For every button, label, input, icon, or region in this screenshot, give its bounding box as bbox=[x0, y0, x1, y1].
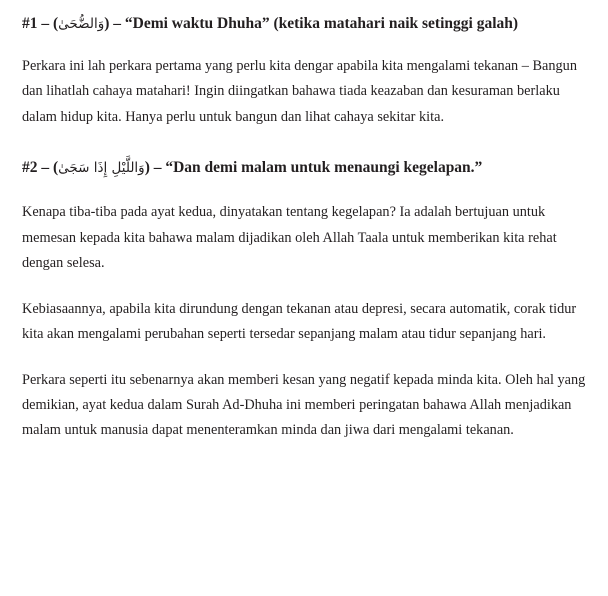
verse-heading-1 bbox=[22, 12, 586, 36]
verse-heading-2 bbox=[22, 156, 586, 180]
arabic-verse-2: وَاللَّيْلِ إِذَا سَجَىٰ bbox=[58, 160, 145, 177]
verse-number-prefix-2: #2 – ( bbox=[22, 159, 59, 177]
paragraph-4: Perkara seperti itu sebenarnya akan memberi kesan yang negatif kepada minda kita. Oleh hal yang demikian, ayat kedua dalam Surah Ad-Dhuha ini memberi peringatan bahawa Allah menjadikan malam untuk manusia dapat menenteramkan minda dan jiwa dari mengalami tekanan. bbox=[22, 371, 586, 439]
paragraph-3: Kebiasaannya, apabila kita dirundung dengan tekanan atau depresi, secara automatik, corak tidur kita akan mengalami perubahan seperti tersedar sepanjang malam atau tidur sepanjang hari. bbox=[22, 300, 577, 343]
verse-number-prefix-1: #1 – ( bbox=[22, 15, 59, 32]
verse-translation-1: ) – “Demi waktu Dhuha” (ketika matahari naik setinggi galah) bbox=[104, 15, 519, 32]
verse-translation-2: ) – “Dan demi malam untuk menaungi kegelapan.” bbox=[144, 159, 483, 177]
paragraph-1: Perkara ini lah perkara pertama yang perlu kita dengar apabila kita mengalami tekanan – Bangun dan lihatlah cahaya matahari! Ingin diingatkan bahawa tiada keazaban dan kesuraman berlaku dalam hidup kita. Hanya perlu untuk bangun dan lihat cahaya sekitar kita. bbox=[22, 58, 577, 125]
arabic-verse-1: وَالضُّحَىٰ bbox=[58, 16, 105, 32]
paragraph-2: Kenapa tiba-tiba pada ayat kedua, dinyatakan tentang kegelapan? Ia adalah bertujuan untuk memesan kepada kita bahawa malam dijadikan oleh Allah Taala untuk memberikan kita rehat dengan selesa. bbox=[22, 204, 557, 272]
